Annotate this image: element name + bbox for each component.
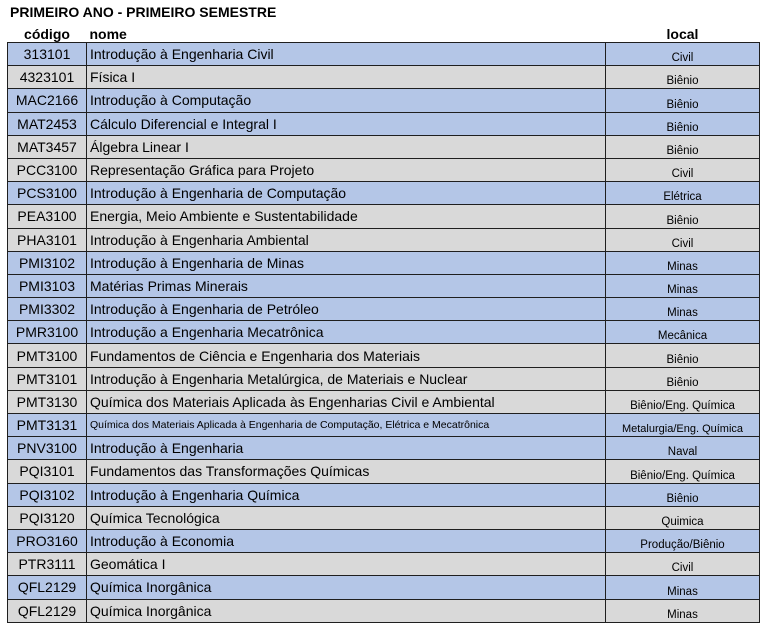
cell-name: Química Inorgânica bbox=[87, 599, 606, 622]
cell-code: 313101 bbox=[8, 43, 87, 66]
cell-code: PCS3100 bbox=[8, 182, 87, 205]
cell-local: Minas bbox=[606, 599, 760, 622]
cell-code: PHA3101 bbox=[8, 228, 87, 251]
cell-local: Mecânica bbox=[606, 321, 760, 344]
cell-local: Civil bbox=[606, 228, 760, 251]
cell-code: PEA3100 bbox=[8, 205, 87, 228]
cell-name: Introdução à Engenharia de Computação bbox=[87, 182, 606, 205]
cell-code: PMT3101 bbox=[8, 367, 87, 390]
cell-code: PMT3130 bbox=[8, 390, 87, 413]
column-header-local: local bbox=[606, 25, 760, 43]
table-row bbox=[8, 437, 760, 460]
table-row bbox=[8, 460, 760, 483]
table-row bbox=[8, 112, 760, 135]
cell-code: PMT3100 bbox=[8, 344, 87, 367]
table-row bbox=[8, 529, 760, 552]
cell-name: Introdução à Engenharia de Petróleo bbox=[87, 298, 606, 321]
cell-local: Biênio bbox=[606, 205, 760, 228]
table-row bbox=[8, 205, 760, 228]
table-row bbox=[8, 182, 760, 205]
cell-name: Cálculo Diferencial e Integral I bbox=[87, 112, 606, 135]
cell-local: Biênio bbox=[606, 367, 760, 390]
table-row bbox=[8, 135, 760, 158]
cell-code: QFL2129 bbox=[8, 599, 87, 622]
table-row bbox=[8, 599, 760, 622]
cell-local: Civil bbox=[606, 553, 760, 576]
cell-local: Biênio bbox=[606, 66, 760, 89]
cell-name: Introdução à Computação bbox=[87, 89, 606, 112]
cell-code: QFL2129 bbox=[8, 576, 87, 599]
table-row bbox=[8, 414, 760, 437]
table-row bbox=[8, 89, 760, 112]
cell-code: PTR3111 bbox=[8, 553, 87, 576]
table-header-row bbox=[8, 25, 760, 43]
cell-name: Fundamentos das Transformações Químicas bbox=[87, 460, 606, 483]
cell-code: PQI3102 bbox=[8, 483, 87, 506]
table-row bbox=[8, 390, 760, 413]
cell-local: Biênio/Eng. Química bbox=[606, 460, 760, 483]
cell-local: Biênio bbox=[606, 344, 760, 367]
table-row bbox=[8, 367, 760, 390]
cell-local: Naval bbox=[606, 437, 760, 460]
table-row bbox=[8, 506, 760, 529]
cell-name: Introdução à Economia bbox=[87, 529, 606, 552]
cell-name: Química dos Materiais Aplicada às Engenharias Civil e Ambiental bbox=[87, 390, 606, 413]
cell-code: PQI3120 bbox=[8, 506, 87, 529]
cell-name: Geomática I bbox=[87, 553, 606, 576]
cell-name: Introdução à Engenharia bbox=[87, 437, 606, 460]
cell-local: Quimica bbox=[606, 506, 760, 529]
cell-local: Metalurgia/Eng. Química bbox=[606, 414, 760, 437]
cell-name: Introdução à Engenharia de Minas bbox=[87, 251, 606, 274]
cell-name: Química dos Materiais Aplicada à Engenharia de Computação, Elétrica e Mecatrônica bbox=[87, 414, 606, 437]
cell-code: PQI3101 bbox=[8, 460, 87, 483]
cell-code: PRO3160 bbox=[8, 529, 87, 552]
cell-name: Álgebra Linear I bbox=[87, 135, 606, 158]
table-row bbox=[8, 158, 760, 181]
cell-local: Produção/Biênio bbox=[606, 529, 760, 552]
table-row bbox=[8, 553, 760, 576]
table-row bbox=[8, 321, 760, 344]
cell-name: Química Tecnológica bbox=[87, 506, 606, 529]
cell-local: Civil bbox=[606, 158, 760, 181]
cell-name: Fundamentos de Ciência e Engenharia dos Materiais bbox=[87, 344, 606, 367]
cell-code: PNV3100 bbox=[8, 437, 87, 460]
cell-name: Matérias Primas Minerais bbox=[87, 274, 606, 297]
cell-local: Minas bbox=[606, 274, 760, 297]
table-body bbox=[8, 43, 760, 623]
cell-local: Biênio/Eng. Química bbox=[606, 390, 760, 413]
page-title: PRIMEIRO ANO - PRIMEIRO SEMESTRE bbox=[10, 4, 277, 20]
cell-name: Introdução à Engenharia Metalúrgica, de Materiais e Nuclear bbox=[87, 367, 606, 390]
table-row bbox=[8, 274, 760, 297]
table-row bbox=[8, 43, 760, 66]
table-row bbox=[8, 66, 760, 89]
cell-code: PMI3302 bbox=[8, 298, 87, 321]
cell-code: MAT2453 bbox=[8, 112, 87, 135]
cell-local: Minas bbox=[606, 298, 760, 321]
table-row bbox=[8, 344, 760, 367]
course-table bbox=[7, 25, 760, 623]
cell-code: 4323101 bbox=[8, 66, 87, 89]
cell-local: Minas bbox=[606, 251, 760, 274]
column-header-name: nome bbox=[87, 25, 606, 43]
table-row bbox=[8, 298, 760, 321]
cell-name: Introdução à Engenharia Civil bbox=[87, 43, 606, 66]
cell-local: Biênio bbox=[606, 483, 760, 506]
cell-local: Biênio bbox=[606, 112, 760, 135]
cell-code: MAC2166 bbox=[8, 89, 87, 112]
cell-code: PMI3103 bbox=[8, 274, 87, 297]
cell-code: PMT3131 bbox=[8, 414, 87, 437]
table-row bbox=[8, 228, 760, 251]
cell-local: Minas bbox=[606, 576, 760, 599]
cell-local: Biênio bbox=[606, 89, 760, 112]
cell-name: Introdução à Engenharia Química bbox=[87, 483, 606, 506]
cell-local: Civil bbox=[606, 43, 760, 66]
table-row bbox=[8, 483, 760, 506]
table-row bbox=[8, 251, 760, 274]
cell-code: MAT3457 bbox=[8, 135, 87, 158]
cell-code: PCC3100 bbox=[8, 158, 87, 181]
cell-code: PMI3102 bbox=[8, 251, 87, 274]
table-row bbox=[8, 576, 760, 599]
cell-local: Elétrica bbox=[606, 182, 760, 205]
cell-local: Biênio bbox=[606, 135, 760, 158]
cell-name: Química Inorgânica bbox=[87, 576, 606, 599]
cell-name: Introdução à Engenharia Ambiental bbox=[87, 228, 606, 251]
cell-name: Energia, Meio Ambiente e Sustentabilidade bbox=[87, 205, 606, 228]
cell-name: Introdução a Engenharia Mecatrônica bbox=[87, 321, 606, 344]
cell-code: PMR3100 bbox=[8, 321, 87, 344]
cell-name: Física I bbox=[87, 66, 606, 89]
column-header-code: código bbox=[8, 25, 87, 43]
cell-name: Representação Gráfica para Projeto bbox=[87, 158, 606, 181]
